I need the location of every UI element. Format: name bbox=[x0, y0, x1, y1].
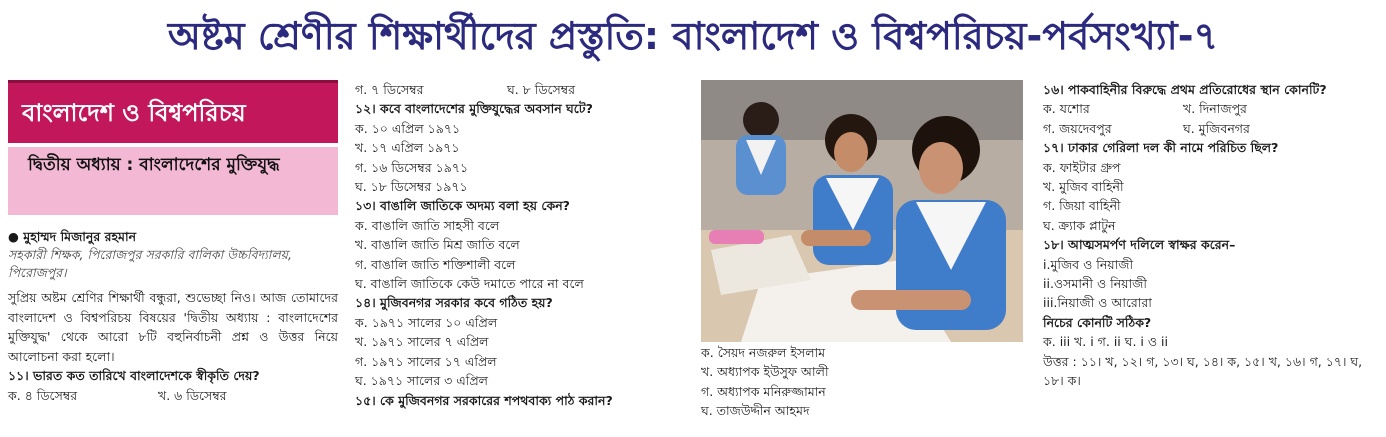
q16-options-cd bbox=[1043, 119, 1383, 138]
q14-option: ক. ১৯৭১ সালের ১০ এপ্রিল bbox=[355, 314, 498, 330]
q13-option: খ. বাঙালি জাতি মিশ্র জাতি বলে bbox=[355, 237, 520, 253]
chapter-banner: দ্বিতীয় অধ্যায় : বাংলাদেশের মুক্তিযুদ্ধ bbox=[8, 147, 338, 215]
q16-option-d: ঘ. মুজিবনগর bbox=[1183, 120, 1250, 136]
q12-question: ১২। কবে বাংলাদেশের মুক্তিযুদ্ধের অবসান ঘটে? bbox=[355, 101, 593, 117]
q11-option-b: খ. ৬ ডিসেম্বর bbox=[158, 387, 227, 403]
q12-option: খ. ১৭ এপ্রিল ১৯৭১ bbox=[355, 140, 460, 156]
q17-option: গ. জিয়া বাহিনী bbox=[1043, 198, 1121, 214]
questions-column-4 bbox=[1043, 80, 1383, 391]
q14-option: ঘ. ১৯৭১ সালের ৩ এপ্রিল bbox=[355, 373, 489, 389]
q11-option-a: ক. ৪ ডিসেম্বর bbox=[8, 387, 78, 403]
q15-option: গ. অধ্যাপক মনিরুজ্জামান bbox=[701, 383, 826, 399]
intro-column bbox=[8, 80, 338, 405]
q15-options-column bbox=[701, 343, 1023, 421]
q16-option-b: খ. দিনাজপুর bbox=[1183, 101, 1247, 117]
q18-statement: i.মুজিব ও নিয়াজী bbox=[1043, 256, 1134, 272]
q13-option: ঘ. বাঙালি জাতিকে কেউ দমাতে পারে না বলে bbox=[355, 276, 584, 292]
q15-option: ঘ. তাজউদ্দীন আহমদ bbox=[701, 403, 810, 419]
q13-question: ১৩। বাঙালি জাতিকে অদম্য বলা হয় কেন? bbox=[355, 198, 570, 214]
q16-question: ১৬। পাকবাহিনীর বিরুদ্ধে প্রথম প্রতিরোধের স্থান কোনটি? bbox=[1043, 82, 1327, 97]
q15-option: খ. অধ্যাপক ইউসুফ আলী bbox=[701, 364, 829, 380]
q16-option-c: গ. জয়দেবপুর bbox=[1043, 120, 1112, 136]
q17-option: ক. ফাইটার গ্রুপ bbox=[1043, 159, 1121, 175]
q15-option: ক. সৈয়দ নজরুল ইসলাম bbox=[701, 345, 826, 360]
q13-option: গ. বাঙালি জাতি শক্তিশালী বলে bbox=[355, 256, 516, 272]
q14-question: ১৪। মুজিবনগর সরকার কবে গঠিত হয়? bbox=[355, 295, 553, 311]
author-name: ● মুহাম্মদ মিজানুর রহমান bbox=[8, 229, 137, 244]
q12-option: ক. ১০ এপ্রিল ১৯৭১ bbox=[355, 120, 461, 136]
q11-option-c: গ. ৭ ডিসেম্বর bbox=[355, 82, 424, 97]
author-info: সহকারী শিক্ষক, পিরোজপুর সরকারি বালিকা উচ্চবিদ্যালয়, পিরোজপুর। bbox=[8, 247, 293, 281]
q14-option: খ. ১৯৭১ সালের ৭ এপ্রিল bbox=[355, 334, 489, 350]
q11-options-ab bbox=[8, 386, 338, 405]
q12-option: ঘ. ১৮ ডিসেম্বর ১৯৭১ bbox=[355, 179, 468, 195]
q11-options-cd bbox=[355, 80, 685, 99]
q15-question: ১৫। কে মুজিবনগর সরকারের শপথবাক্য পাঠ করান? bbox=[355, 392, 613, 408]
q17-question: ১৭। ঢাকার গেরিলা দল কী নামে পরিচিত ছিল? bbox=[1043, 140, 1279, 156]
subject-banner: বাংলাদেশ ও বিশ্বপরিচয় bbox=[8, 80, 338, 143]
q11-question: ১১। ভারত কত তারিখে বাংলাদেশকে স্বীকৃতি দেয়? bbox=[8, 368, 260, 384]
q13-option: ক. বাঙালি জাতি সাহসী বলে bbox=[355, 217, 500, 233]
q16-options-ab bbox=[1043, 99, 1383, 118]
intro-text: সুপ্রিয় অষ্টম শ্রেণির শিক্ষার্থী বন্ধুরা, শুভেচ্ছা নিও। আজ তোমাদের বাংলাদেশ ও বিশ্বপরিচয় বিষয়ের 'দ্বিতীয় অধ্যায় : বাংলাদেশের মুক্তিযুদ্ধ' থেকে আরো ৮টি বহুনির্বাচনী প্রশ্ন ও উত্তর নিয়ে আলোচনা করা হলো। bbox=[8, 290, 338, 364]
q18-question: ১৮। আত্মসমর্পণ দলিলে স্বাক্ষর করেন– bbox=[1043, 237, 1236, 253]
headline: অষ্টম শ্রেণীর শিক্ষার্থীদের প্রস্তুতি: বাংলাদেশ ও বিশ্বপরিচয়-পর্বসংখ্যা-৭ bbox=[167, 14, 1219, 58]
questions-column-2 bbox=[355, 80, 685, 410]
q18-statement: ii.ওসমানী ও নিয়াজী bbox=[1043, 276, 1147, 292]
photo-illustration bbox=[701, 80, 1023, 342]
q17-option: ঘ. ক্র্যাক প্লাটুন bbox=[1043, 217, 1116, 233]
q14-option: গ. ১৯৭১ সালের ১৭ এপ্রিল bbox=[355, 353, 497, 369]
q12-option: গ. ১৬ ডিসেম্বর ১৯৭১ bbox=[355, 159, 469, 175]
q11-option-d: ঘ. ৮ ডিসেম্বর bbox=[507, 82, 576, 97]
q18-statement: iii.নিয়াজী ও আরোরা bbox=[1043, 295, 1152, 311]
answer-key: উত্তর : ১১। খ, ১২। গ, ১৩। ঘ, ১৪। ক, ১৫। খ, ১৬। গ, ১৭। ঘ, ১৮। ক। bbox=[1043, 353, 1363, 389]
students-classroom-photo bbox=[701, 80, 1023, 342]
q18-which: নিচের কোনটি সঠিক? bbox=[1043, 314, 1152, 330]
q18-options: ক. iii খ. i গ. ii ঘ. i ও ii bbox=[1043, 334, 1168, 350]
q16-option-a: ক. যশোর bbox=[1043, 101, 1090, 117]
q17-option: খ. মুজিব বাহিনী bbox=[1043, 179, 1124, 195]
